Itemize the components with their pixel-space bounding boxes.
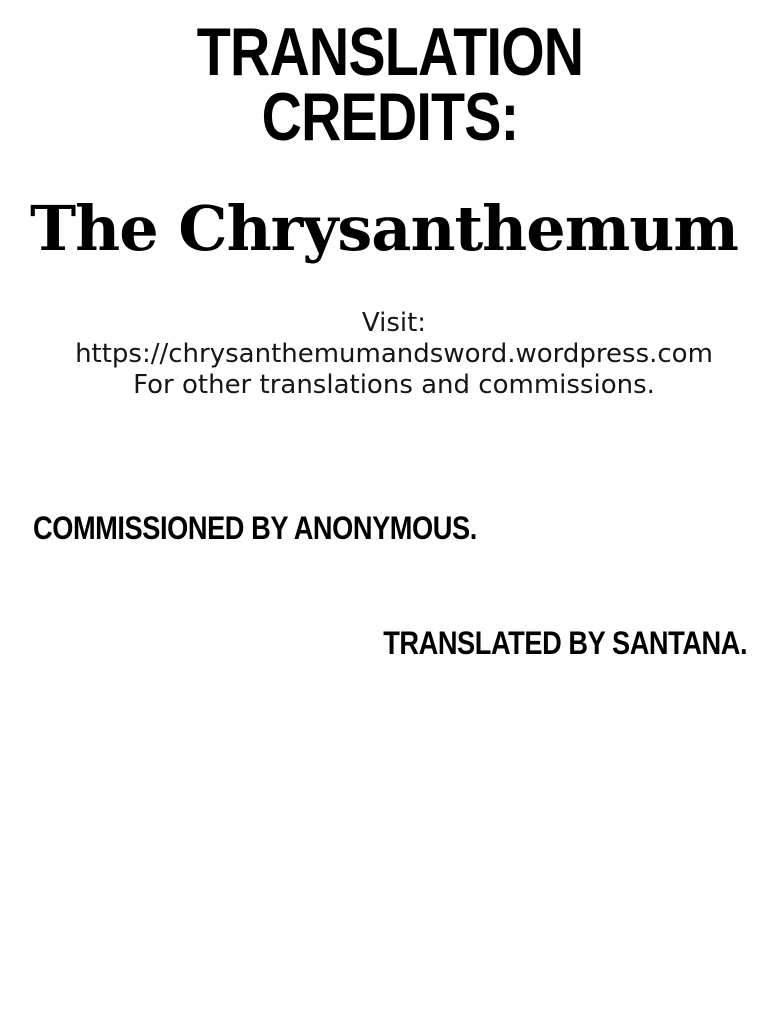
visit-block	[10, 308, 768, 401]
page-title-line-2: CREDITS:	[261, 79, 519, 155]
website-url: https://chrysanthemumandsword.wordpress.com	[75, 339, 713, 369]
translated-by-line: TRANSLATED BY SANTANA.	[383, 625, 747, 661]
commissioned-by-line: COMMISSIONED BY ANONYMOUS.	[33, 510, 477, 546]
work-title: The Chrysanthemum	[30, 192, 738, 265]
page-title	[75, 14, 705, 155]
page-title-line-1: TRANSLATION	[196, 14, 584, 90]
visit-label: Visit:	[361, 308, 427, 338]
visit-note: For other translations and commissions.	[133, 370, 655, 400]
